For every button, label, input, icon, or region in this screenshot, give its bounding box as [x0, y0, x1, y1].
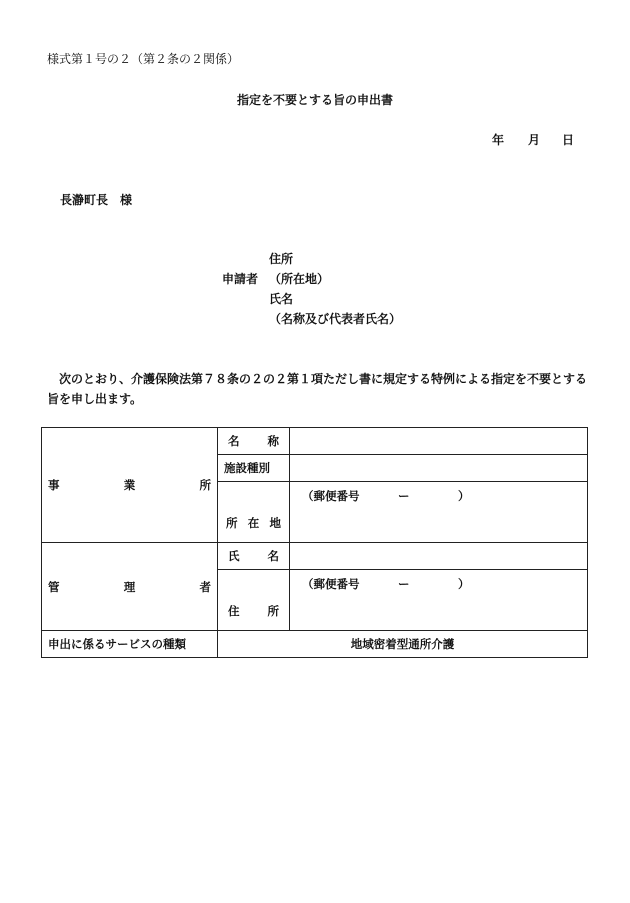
service-type-label: 申出に係るサービスの種類	[42, 631, 218, 658]
applicant-name-label: 氏名	[269, 292, 294, 306]
office-address-field[interactable]	[290, 482, 588, 543]
manager-address-char1: 住	[228, 604, 240, 618]
date-month-label: 月	[528, 133, 541, 147]
manager-name-char1: 氏	[228, 549, 240, 563]
manager-label-char3: 者	[199, 579, 211, 594]
service-type-value: 地域密着型通所介護	[218, 631, 588, 658]
manager-postal-label: （郵便番号	[302, 577, 360, 591]
office-name-char2: 称	[267, 434, 279, 448]
office-label-char3: 所	[199, 478, 211, 492]
manager-address-field[interactable]	[290, 570, 588, 631]
manager-address-char2: 所	[267, 604, 279, 618]
applicant-name-note: （名称及び代表者氏名）	[269, 312, 402, 326]
office-address-char3: 地	[269, 516, 281, 530]
manager-name-char2: 名	[267, 549, 279, 563]
manager-label-char1: 管	[48, 579, 60, 594]
document-title: 指定を不要とする旨の申出書	[236, 93, 393, 107]
manager-name-label-cell	[218, 543, 290, 570]
form-number: 様式第１号の２（第２条の２関係）	[47, 52, 240, 66]
manager-label-char2: 理	[123, 579, 136, 594]
office-name-label-cell	[218, 428, 290, 455]
office-type-field[interactable]	[290, 455, 588, 482]
office-section-label	[42, 428, 218, 543]
applicant-address-note: （所在地）	[269, 272, 330, 286]
office-address-char2: 在	[247, 516, 260, 530]
manager-name-field[interactable]	[290, 543, 588, 570]
office-postal-dash: ー	[398, 489, 410, 503]
manager-address-label-cell	[218, 570, 290, 631]
date-year-label: 年	[492, 133, 505, 147]
office-name-char1: 名	[228, 434, 240, 448]
applicant-role-label: 申請者	[222, 272, 259, 286]
date-day-label: 日	[562, 133, 575, 147]
body-text: 次のとおり、介護保険法第７８条の２の２第１項ただし書に規定する特例による指定を不要とする旨を申し出ます。	[47, 372, 588, 406]
office-label: 事	[48, 478, 60, 492]
manager-section-label	[42, 543, 218, 631]
manager-postal-code	[302, 576, 470, 592]
addressee: 長瀞町長 様	[60, 193, 133, 207]
office-address-label-cell	[218, 482, 290, 543]
manager-postal-dash: ー	[398, 577, 410, 591]
office-label-char2: 業	[123, 478, 136, 492]
applicant-address-label: 住所	[269, 252, 294, 266]
office-postal-close: ）	[458, 489, 470, 503]
office-name-field[interactable]	[290, 428, 588, 455]
office-type-label: 施設種別	[218, 455, 290, 482]
office-address-char1: 所	[226, 516, 238, 530]
office-postal-code	[302, 488, 470, 504]
info-table	[41, 427, 588, 658]
office-postal-label: （郵便番号	[302, 489, 360, 503]
manager-postal-close: ）	[458, 577, 470, 591]
